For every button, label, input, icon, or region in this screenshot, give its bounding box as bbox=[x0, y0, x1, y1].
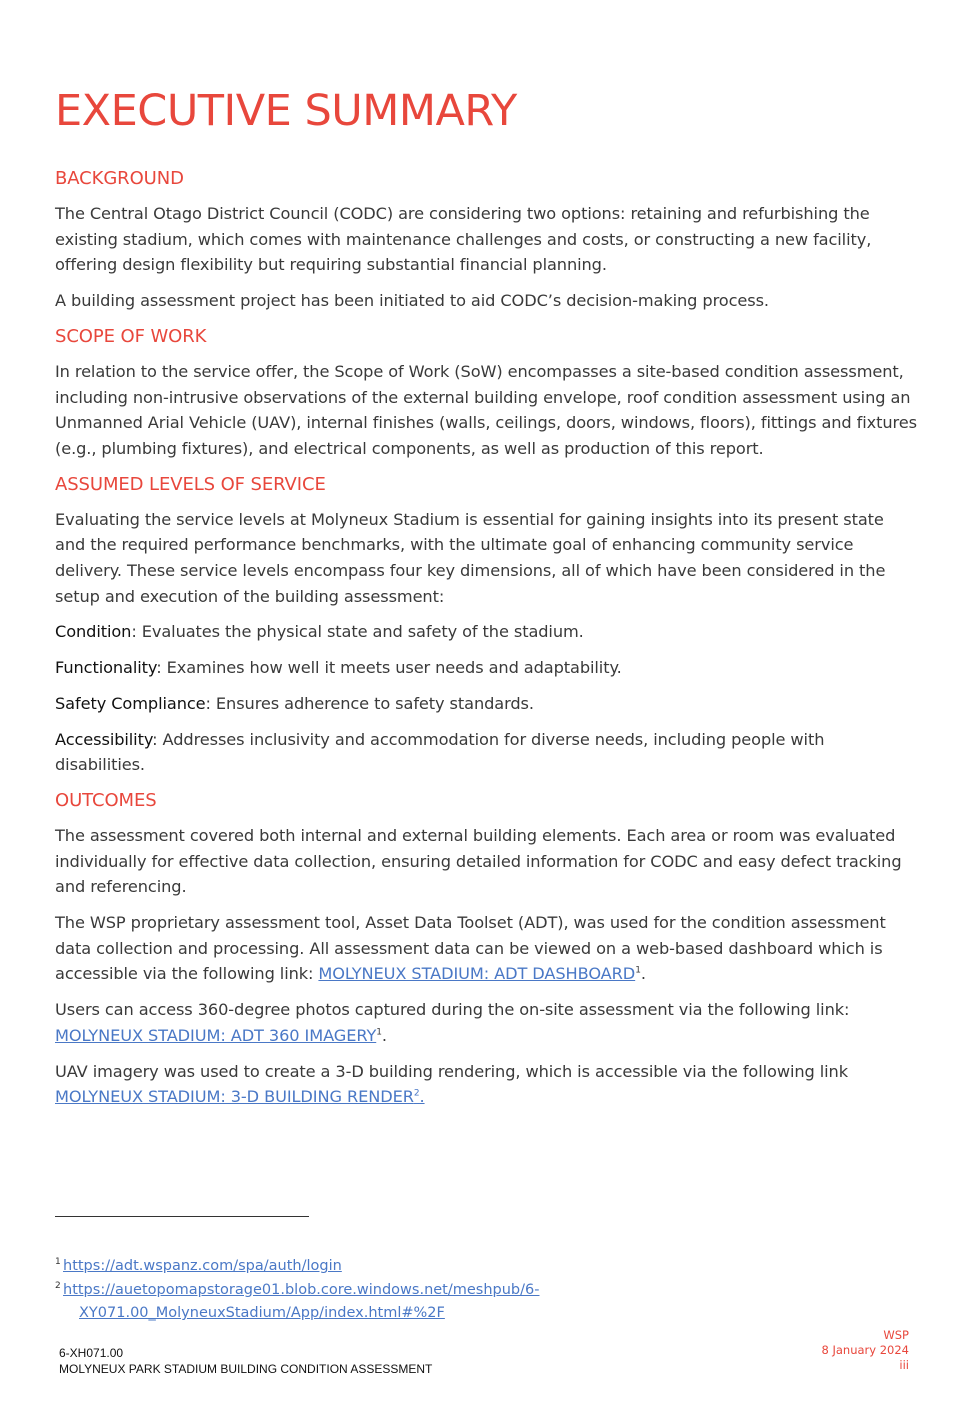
section-heading-background: BACKGROUND bbox=[55, 168, 184, 189]
scope-paragraph: In relation to the service offer, the Scope of Work (SoW) encompasses a site-based condition assessment, including non-intrusive observations of the external building envelope, roof condition assessment using an Unmanned Arial Vehicle (UAV), internal finishes (walls, ceilings, doors, windows, floors), fittings and fixtures (e.g., plumbing fixtures), and electrical components, as well as production of this report. bbox=[55, 361, 917, 458]
service-desc: : Examines how well it meets user needs and adaptability. bbox=[156, 658, 622, 678]
section-heading-scope: SCOPE OF WORK bbox=[55, 325, 207, 347]
report-title: MOLYNEUX PARK STADIUM BUILDING CONDITION ASSESSMENT bbox=[59, 1362, 433, 1376]
building-render-link-text: MOLYNEUX STADIUM: 3-D BUILDING RENDER bbox=[55, 1087, 414, 1107]
service-term: Accessibility bbox=[55, 729, 153, 749]
background-paragraph-2: A building assessment project has been initiated to aid CODC’s decision-making process. bbox=[55, 291, 769, 311]
service-term: Condition bbox=[55, 622, 132, 642]
footnotes bbox=[55, 1255, 755, 1326]
section-heading-service: ASSUMED LEVELS OF SERVICE bbox=[55, 473, 326, 495]
adt-360-imagery-link[interactable]: MOLYNEUX STADIUM: ADT 360 IMAGERY bbox=[55, 1025, 377, 1045]
service-term: Functionality bbox=[55, 658, 157, 678]
service-desc: : Addresses inclusivity and accommodation for diverse needs, including people with disabilities. bbox=[55, 729, 825, 775]
report-date: 8 January 2024 bbox=[821, 1343, 909, 1357]
footnote-2-link-line-1: https://auetopomapstorage01.blob.core.windows.net/meshpub/6- bbox=[63, 1281, 540, 1298]
service-item-functionality bbox=[55, 655, 917, 681]
footnote-1 bbox=[55, 1255, 755, 1279]
service-desc: : Evaluates the physical state and safety of the stadium. bbox=[131, 622, 584, 642]
footnote-number: 1 bbox=[55, 1257, 61, 1267]
footnote-ref: 2 bbox=[413, 1088, 420, 1099]
service-item-condition bbox=[55, 619, 917, 645]
footer-right bbox=[822, 1328, 910, 1373]
service-term: Safety Compliance bbox=[55, 693, 206, 713]
outcomes-text: Users can access 360-degree photos captured during the on-site assessment via the following link: bbox=[55, 1000, 850, 1020]
footnote-ref: 1 bbox=[635, 966, 641, 977]
section-heading-outcomes: OUTCOMES bbox=[55, 789, 157, 811]
outcomes-text: The WSP proprietary assessment tool, Asset Data Toolset (ADT), was used for the condition assessment data collection and processing. All assessment data can be viewed on a web-based dashboard which is accessible via the following link: bbox=[55, 913, 886, 984]
summary-body bbox=[55, 166, 917, 1120]
footnote-2 bbox=[55, 1279, 755, 1326]
footnote-2-link-line-2: XY071.00_MolyneuxStadium/App/index.html#%2F bbox=[79, 1305, 445, 1321]
footnote-2-link[interactable] bbox=[63, 1282, 539, 1322]
outcomes-paragraph-4 bbox=[55, 1059, 917, 1110]
footer-left bbox=[59, 1345, 432, 1377]
service-desc: : Ensures adherence to safety standards. bbox=[205, 693, 534, 713]
footnote-1-link[interactable]: https://adt.wspanz.com/spa/auth/login bbox=[63, 1258, 342, 1274]
outcomes-paragraph-2 bbox=[55, 910, 917, 987]
period: . bbox=[419, 1087, 425, 1107]
service-item-accessibility bbox=[55, 727, 917, 778]
footnote-ref: 1 bbox=[376, 1027, 382, 1038]
company-name: WSP bbox=[883, 1328, 909, 1342]
building-render-link[interactable] bbox=[55, 1087, 425, 1106]
period: . bbox=[381, 1025, 387, 1045]
page-number: iii bbox=[899, 1358, 909, 1372]
outcomes-text: UAV imagery was used to create a 3-D building rendering, which is accessible via the following link bbox=[55, 1061, 848, 1081]
service-paragraph: Evaluating the service levels at Molyneux Stadium is essential for gaining insights into its present state and the required performance benchmarks, with the ultimate goal of enhancing community service delivery. These service levels encompass four key dimensions, all of which have been considered in the setup and execution of the building assessment: bbox=[55, 509, 886, 606]
outcomes-paragraph-1: The assessment covered both internal and external building elements. Each area or room was evaluated individually for effective data collection, ensuring detailed information for CODC and easy defect tracking and referencing. bbox=[55, 825, 902, 897]
period: . bbox=[640, 964, 646, 984]
footnote-divider bbox=[55, 1216, 309, 1217]
page-title: EXECUTIVE SUMMARY bbox=[55, 86, 517, 136]
project-code: 6-XH071.00 bbox=[59, 1346, 124, 1360]
footnote-number: 2 bbox=[55, 1280, 61, 1291]
outcomes-paragraph-3 bbox=[55, 997, 917, 1048]
adt-dashboard-link[interactable]: MOLYNEUX STADIUM: ADT DASHBOARD bbox=[318, 964, 636, 984]
background-paragraph-1: The Central Otago District Council (CODC) are considering two options: retaining and refurbishing the existing stadium, which comes with maintenance challenges and costs, or constructing a new facility, offering design flexibility but requiring substantial financial planning. bbox=[55, 204, 872, 275]
service-item-safety bbox=[55, 691, 917, 717]
